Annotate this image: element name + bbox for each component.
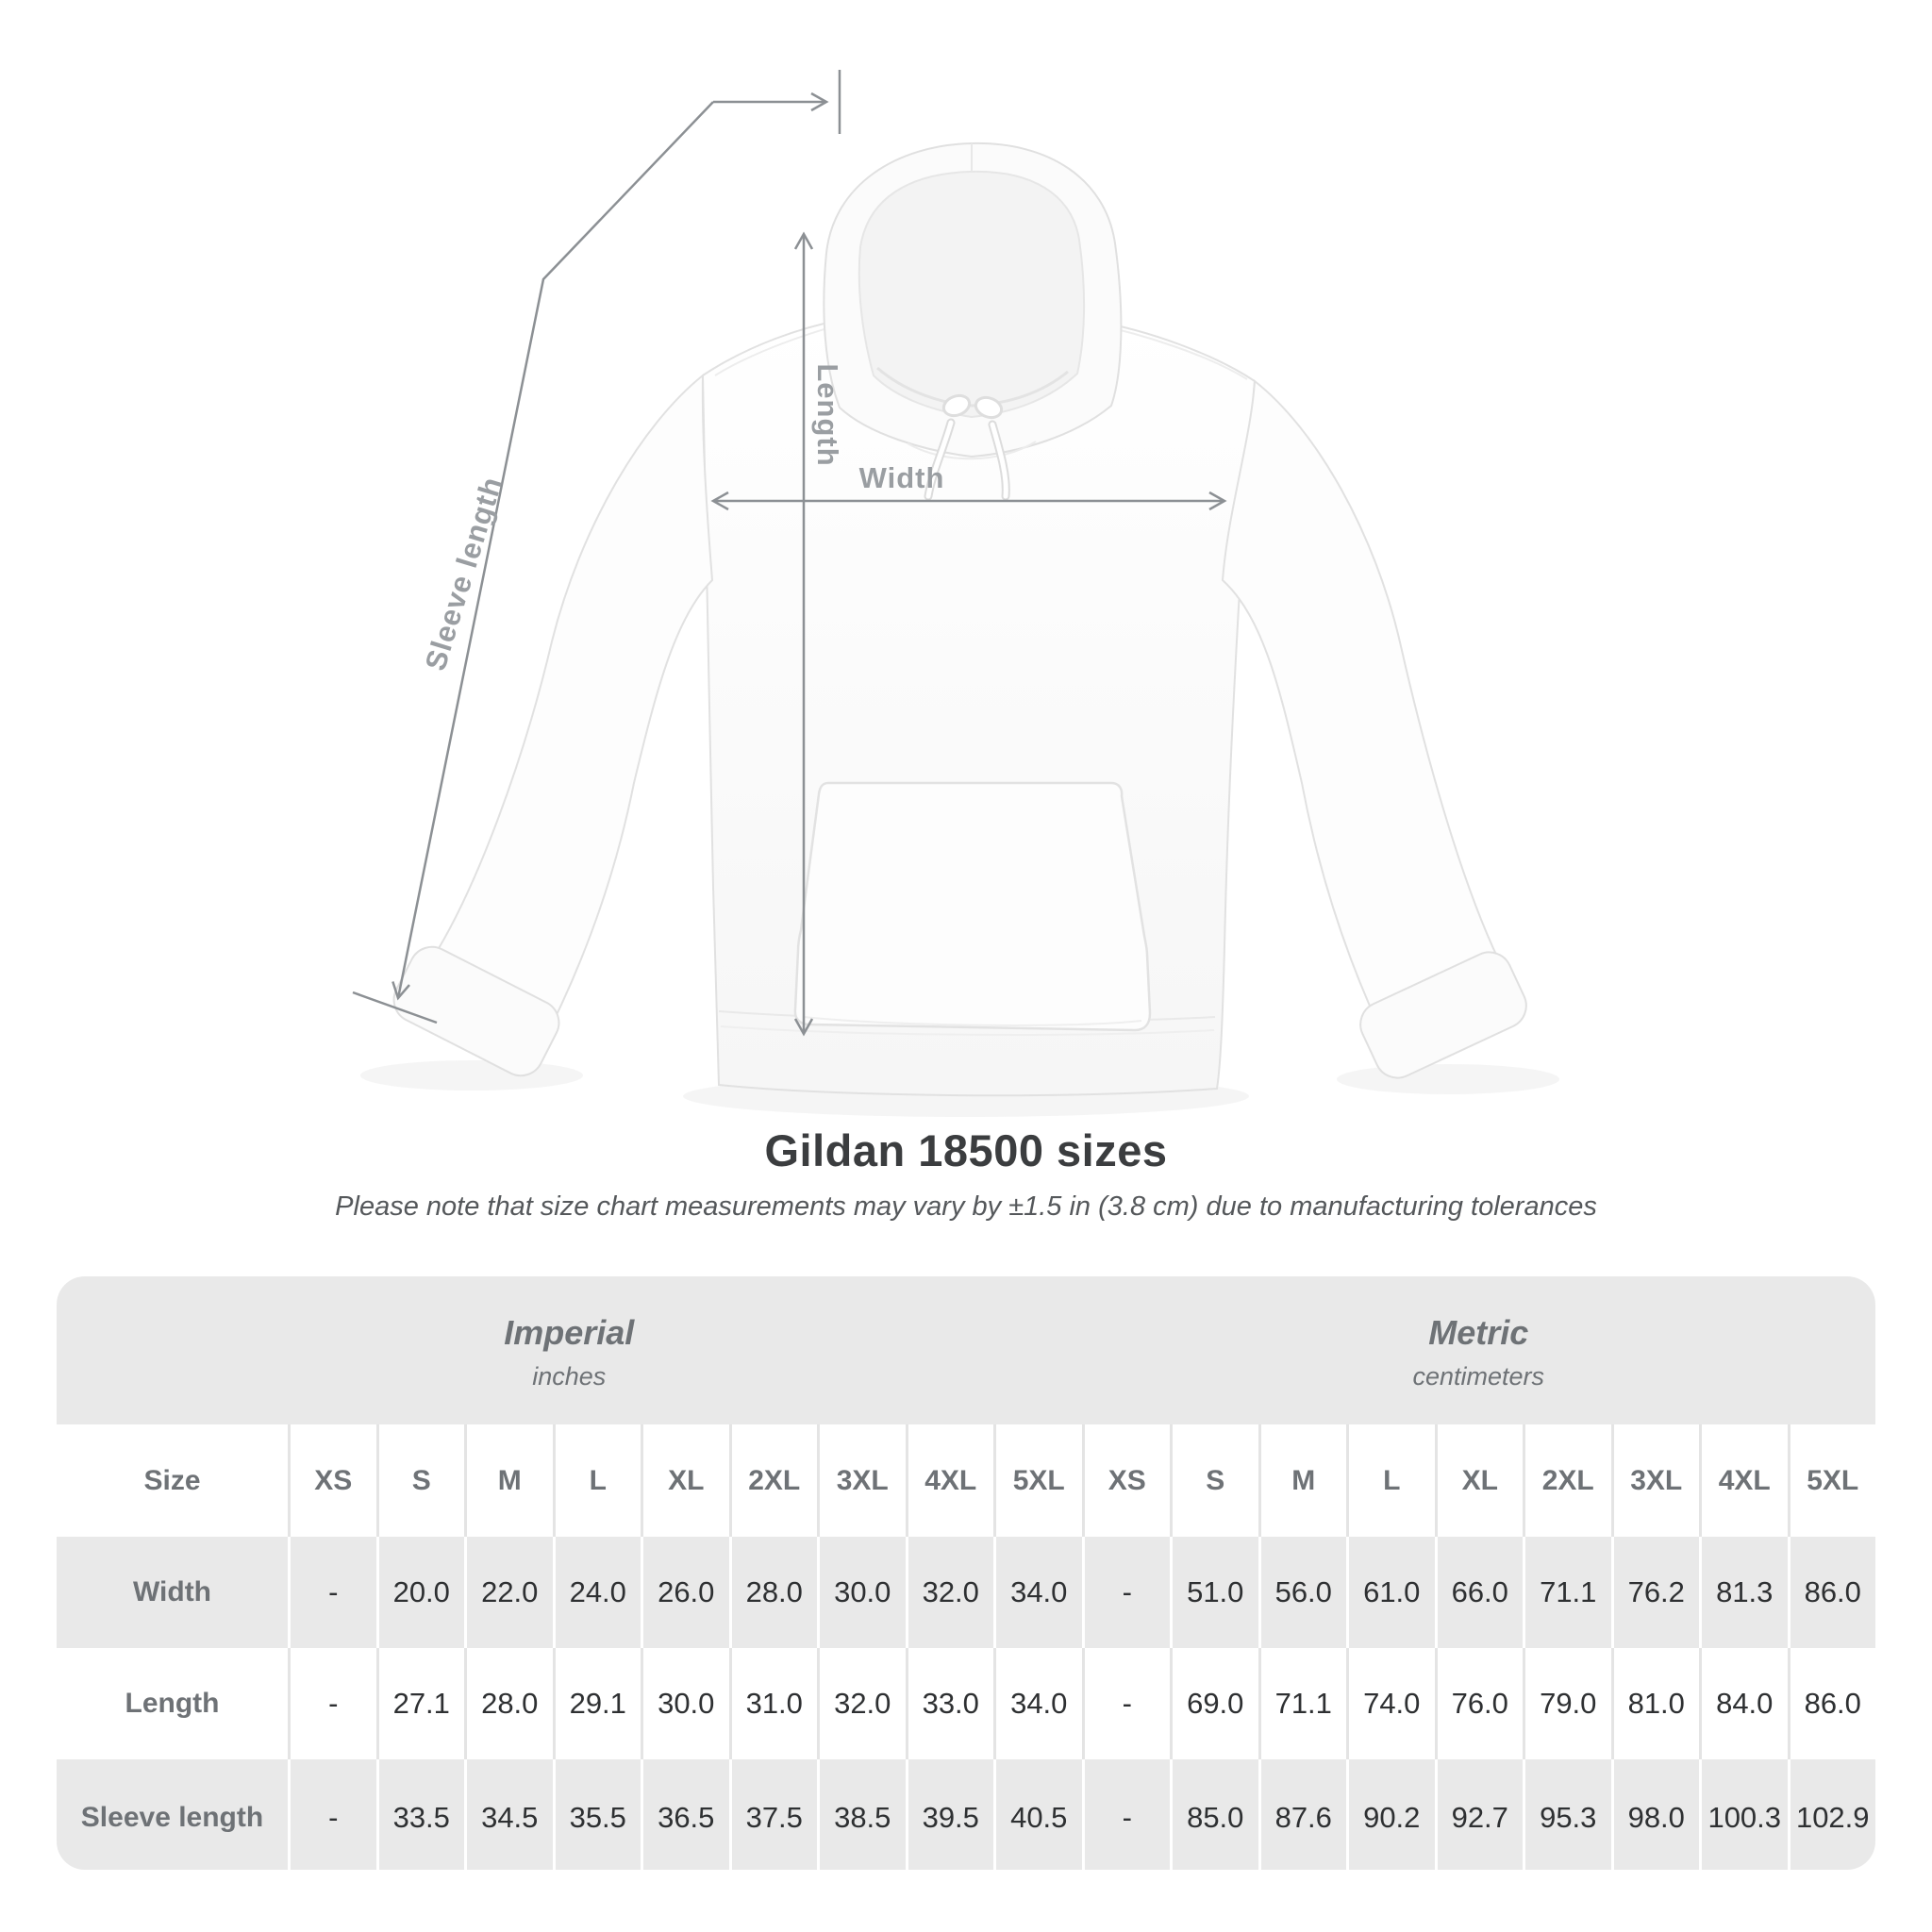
- length-measure-label: Length: [811, 363, 844, 467]
- value-cell: 76.2: [1611, 1537, 1700, 1648]
- metric-subtitle: centimeters: [1412, 1361, 1545, 1391]
- imperial-title: Imperial: [504, 1312, 635, 1352]
- value-cell: -: [288, 1537, 376, 1648]
- value-cell: 56.0: [1258, 1537, 1347, 1648]
- size-header-cell: XS: [1082, 1424, 1171, 1537]
- value-cell: 39.5: [906, 1759, 994, 1870]
- size-header-cell: XS: [288, 1424, 376, 1537]
- value-cell: 35.5: [553, 1759, 641, 1870]
- value-cell: 86.0: [1788, 1537, 1876, 1648]
- value-cell: 28.0: [729, 1537, 818, 1648]
- value-cell: -: [1082, 1759, 1171, 1870]
- value-cell: 30.0: [641, 1648, 729, 1759]
- size-chart: [57, 1276, 1875, 1870]
- imperial-subtitle: inches: [532, 1361, 607, 1391]
- hoodie-right-sleeve: [1223, 381, 1534, 1085]
- value-cell: -: [1082, 1537, 1171, 1648]
- size-header-cell: 5XL: [993, 1424, 1082, 1537]
- value-cell: 66.0: [1435, 1537, 1524, 1648]
- value-cell: 34.0: [993, 1537, 1082, 1648]
- value-cell: 34.0: [993, 1648, 1082, 1759]
- value-cell: 22.0: [464, 1537, 553, 1648]
- size-header-cell: L: [553, 1424, 641, 1537]
- value-cell: 51.0: [1170, 1537, 1258, 1648]
- value-cell: -: [288, 1648, 376, 1759]
- length-row: [57, 1648, 1875, 1759]
- value-cell: 98.0: [1611, 1759, 1700, 1870]
- value-cell: 86.0: [1788, 1648, 1876, 1759]
- hoodie-hood: [824, 143, 1121, 458]
- value-cell: 33.0: [906, 1648, 994, 1759]
- unit-band-row: [57, 1276, 1875, 1424]
- value-cell: 27.1: [376, 1648, 465, 1759]
- value-cell: 85.0: [1170, 1759, 1258, 1870]
- size-header-cell: 2XL: [729, 1424, 818, 1537]
- size-header-cell: S: [376, 1424, 465, 1537]
- title-block: [0, 1124, 1932, 1223]
- value-cell: 84.0: [1699, 1648, 1788, 1759]
- value-cell: 74.0: [1346, 1648, 1435, 1759]
- value-cell: 36.5: [641, 1759, 729, 1870]
- value-cell: 100.3: [1699, 1759, 1788, 1870]
- metric-title: Metric: [1428, 1312, 1529, 1352]
- value-cell: 37.5: [729, 1759, 818, 1870]
- value-cell: 71.1: [1523, 1537, 1611, 1648]
- page-title: Gildan 18500 sizes: [764, 1125, 1168, 1175]
- value-cell: 34.5: [464, 1759, 553, 1870]
- metric-band: [1082, 1276, 1876, 1424]
- value-cell: 81.0: [1611, 1648, 1700, 1759]
- value-cell: 33.5: [376, 1759, 465, 1870]
- value-cell: 79.0: [1523, 1648, 1611, 1759]
- sleeve-length-measure-label: Sleeve length: [418, 472, 509, 675]
- value-cell: 28.0: [464, 1648, 553, 1759]
- value-cell: 29.1: [553, 1648, 641, 1759]
- value-cell: 32.0: [817, 1648, 906, 1759]
- row-label-cell: Sleeve length: [80, 1802, 264, 1833]
- value-cell: -: [1082, 1648, 1171, 1759]
- tolerance-note: Please note that size chart measurements may vary by ±1.5 in (3.8 cm) due to manufacturing tolerances: [335, 1191, 1597, 1222]
- value-cell: 102.9: [1788, 1759, 1876, 1870]
- size-header-cell: 3XL: [1611, 1424, 1700, 1537]
- value-cell: 81.3: [1699, 1537, 1788, 1648]
- size-header-cell: M: [464, 1424, 553, 1537]
- imperial-band: [57, 1276, 1082, 1424]
- hoodie-left-sleeve: [386, 375, 712, 1083]
- value-cell: 92.7: [1435, 1759, 1524, 1870]
- size-header-cell: 4XL: [906, 1424, 994, 1537]
- size-header-cell: 2XL: [1523, 1424, 1611, 1537]
- value-cell: 95.3: [1523, 1759, 1611, 1870]
- value-cell: 69.0: [1170, 1648, 1258, 1759]
- sleeve-length-row: [57, 1759, 1875, 1870]
- value-cell: 40.5: [993, 1759, 1082, 1870]
- size-header-cell: 3XL: [817, 1424, 906, 1537]
- hoodie-pocket: [795, 783, 1150, 1030]
- size-header-cell: 5XL: [1788, 1424, 1876, 1537]
- size-header-cell: XL: [641, 1424, 729, 1537]
- value-cell: 31.0: [729, 1648, 818, 1759]
- size-chart-table: [57, 1276, 1875, 1870]
- value-cell: 38.5: [817, 1759, 906, 1870]
- size-corner-cell: Size: [143, 1464, 201, 1496]
- value-cell: 90.2: [1346, 1759, 1435, 1870]
- width-row: [57, 1537, 1875, 1648]
- size-header-cell: M: [1258, 1424, 1347, 1537]
- value-cell: -: [288, 1759, 376, 1870]
- value-cell: 87.6: [1258, 1759, 1347, 1870]
- value-cell: 71.1: [1258, 1648, 1347, 1759]
- value-cell: 76.0: [1435, 1648, 1524, 1759]
- width-measure-label: Width: [858, 461, 945, 494]
- size-header-row: [57, 1424, 1875, 1537]
- value-cell: 61.0: [1346, 1537, 1435, 1648]
- value-cell: 30.0: [817, 1537, 906, 1648]
- size-header-cell: 4XL: [1699, 1424, 1788, 1537]
- row-label-cell: Length: [125, 1688, 220, 1719]
- size-header-cell: XL: [1435, 1424, 1524, 1537]
- value-cell: 24.0: [553, 1537, 641, 1648]
- value-cell: 32.0: [906, 1537, 994, 1648]
- size-header-cell: L: [1346, 1424, 1435, 1537]
- size-header-cell: S: [1170, 1424, 1258, 1537]
- value-cell: 26.0: [641, 1537, 729, 1648]
- row-label-cell: Width: [132, 1576, 212, 1607]
- value-cell: 20.0: [376, 1537, 465, 1648]
